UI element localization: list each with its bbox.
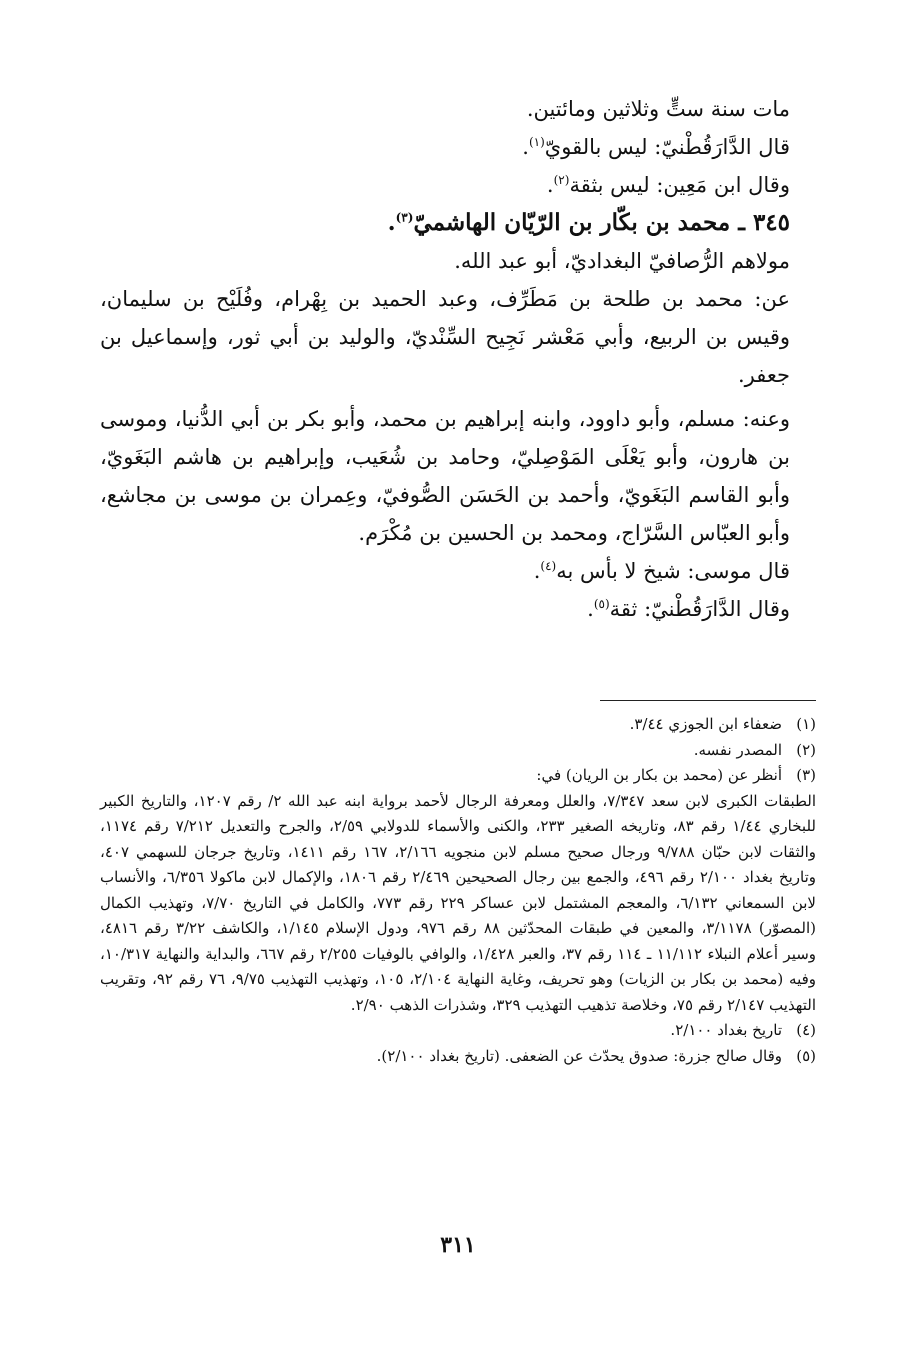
text-line xyxy=(100,242,816,280)
footnote-2 xyxy=(100,738,816,764)
footnote-text: المصدر نفسه. xyxy=(693,740,782,759)
footnote-ref[interactable]: (٢) xyxy=(553,173,570,187)
daraqutni-quote: قال الدَّارَقُطْنيّ: ليس بالقويّ xyxy=(544,135,790,159)
main-text xyxy=(100,90,816,628)
musa-quote: قال موسى: شيخ لا بأس به xyxy=(556,559,790,583)
footnote-3 xyxy=(100,763,816,789)
line-end: . xyxy=(546,173,554,197)
footnote-ref[interactable]: (٥) xyxy=(593,597,610,611)
footnote-text: تاريخ بغداد ٢/١٠٠. xyxy=(670,1021,782,1039)
entry-title xyxy=(100,204,816,242)
teachers-paragraph: عن: محمد بن طلحة بن مَطَرِّف، وعبد الحميد بن بِهْرام، وفُلَيْح بن سليمان، وقيس بن الربيع، وأبي مَعْشر نَجِيح السِّنْديّ، والوليد بن أبي ثور، وإسماعيل بن جعفر. xyxy=(100,287,790,387)
footnote-1 xyxy=(100,712,816,738)
daraqutni-quote-2: وقال الدَّارَقُطْنيّ: ثقة xyxy=(609,597,790,621)
line-end: . xyxy=(533,559,541,583)
lineage-line: مولاهم الرُّصافيّ البغداديّ، أبو عبد الله. xyxy=(454,249,790,273)
line-end: . xyxy=(587,597,594,621)
footnote-ref[interactable]: (١) xyxy=(528,135,545,149)
footnote-5 xyxy=(100,1044,816,1070)
footnotes xyxy=(100,712,816,1069)
footnote-text: أنظر عن (محمد بن بكار بن الريان) في: xyxy=(536,766,782,784)
line-end: . xyxy=(522,135,529,159)
footnote-ref[interactable]: (٣) xyxy=(395,210,414,225)
footnote-3-sources: الطبقات الكبرى لابن سعد ٧/٣٤٧، والعلل ومعرفة الرجال لأحمد برواية ابنه عبد الله ٢/ رقم ١٢٠٧، والتاريخ الكبير للبخاري ١/٤٤ رقم ٨٣، وتاريخه الصغير ٢٣٣، والكنى والأسماء للدولابي ٢/٥٩، والجرح والتعديل ٧/٢١٢ رقم ١١٧٤، والثقات لابن حبّان ٩/٧٨٨ ورجال صحيح مسلم لابن منجويه ٢/١٦٦، ١٦٧ رقم ١٤١١، وتاريخ جرجان للسهمي ٤٠٧، وتاريخ بغداد ٢/١٠٠ رقم ٤٩٦، والجمع بين رجال الصحيحين ٢/٤٦٩ رقم ١٨٠٦، والإكمال لابن ماكولا ٦/٣٥٦، والأنساب لابن السمعاني ٦/١٣٢، والمعجم المشتمل لابن عساكر ٢٢٩ رقم ٧٧٣، والكامل في التاريخ ٧/٧٠، وتهذيب الكمال (المصوّر) ٣/١١٧٨، والمعين في طبقات المحدّثين ٨٨ رقم ٩٧٦، ودول الإسلام ١/١٤٥، والكاشف ٣/٢٢ رقم ٤٨١٦، وسير أعلام النبلاء ١١/١١٢ ـ ١١٤ رقم ٣٧، والعبر ١/٤٢٨، والوافي بالوفيات ٢/٢٥٥ رقم ٦٦٧، والبداية والنهاية ١٠/٣١٧، وفيه (محمد بن بكار بن الزيات) وهو تحريف، وغاية النهاية ٢/١٠٤، ١٠٥، وتهذيب التهذيب ٩/٧٥، ٧٦ رقم ٩٢، وتقريب التهذيب ٢/١٤٧ رقم ٧٥، وخلاصة تذهيب التهذيب ٣٢٩، وشذرات الذهب ٢/٩٠. xyxy=(100,791,817,1014)
ibn-main-quote: وقال ابن مَعِين: ليس بثقة xyxy=(569,173,790,197)
footnote-number: (٢) xyxy=(796,740,816,759)
text-line xyxy=(100,128,816,166)
footnote-text: ضعفاء ابن الجوزي ٣/٤٤. xyxy=(629,715,782,733)
footnote-number: (٥) xyxy=(796,1046,816,1065)
text-line xyxy=(100,90,816,128)
footnote-4 xyxy=(100,1018,816,1044)
footnote-number: (٤) xyxy=(796,1021,816,1039)
footnote-number: (٣) xyxy=(796,766,816,784)
students-paragraph: وعنه: مسلم، وأبو داوود، وابنه إبراهيم بن محمد، وأبو بكر بن أبي الدُّنيا، وموسى بن هارون، وأبو يَعْلَى المَوْصِليّ، وحامد بن شُعَيب، وإبراهيم بن هاشم البَغَويّ، وأبو القاسم البَغَويّ، وأحمد بن الحَسَن الصُّوفيّ، وعِمران بن موسى بن مجاشع، وأبو العبّاس السَّرّاج، ومحمد بن الحسين بن مُكْرَم. xyxy=(100,407,790,545)
text-line xyxy=(100,552,816,590)
footnote-ref[interactable]: (٤) xyxy=(540,559,557,573)
text-line xyxy=(100,590,816,628)
line-end: . xyxy=(387,209,396,236)
footnote-divider xyxy=(600,700,816,701)
death-line: مات سنة ستٍّ وثلاثين ومائتين. xyxy=(526,97,790,121)
footnote-number: (١) xyxy=(796,715,816,733)
entry-heading: ٣٤٥ ـ محمد بن بكّار بن الرّيّان الهاشميّ xyxy=(413,209,790,236)
text-line xyxy=(100,166,816,204)
page-number: ٣١١ xyxy=(440,1232,476,1258)
footnote-text: وقال صالح جزرة: صدوق يحدّث عن الضعفى. (تاريخ بغداد ٢/١٠٠). xyxy=(376,1046,782,1065)
